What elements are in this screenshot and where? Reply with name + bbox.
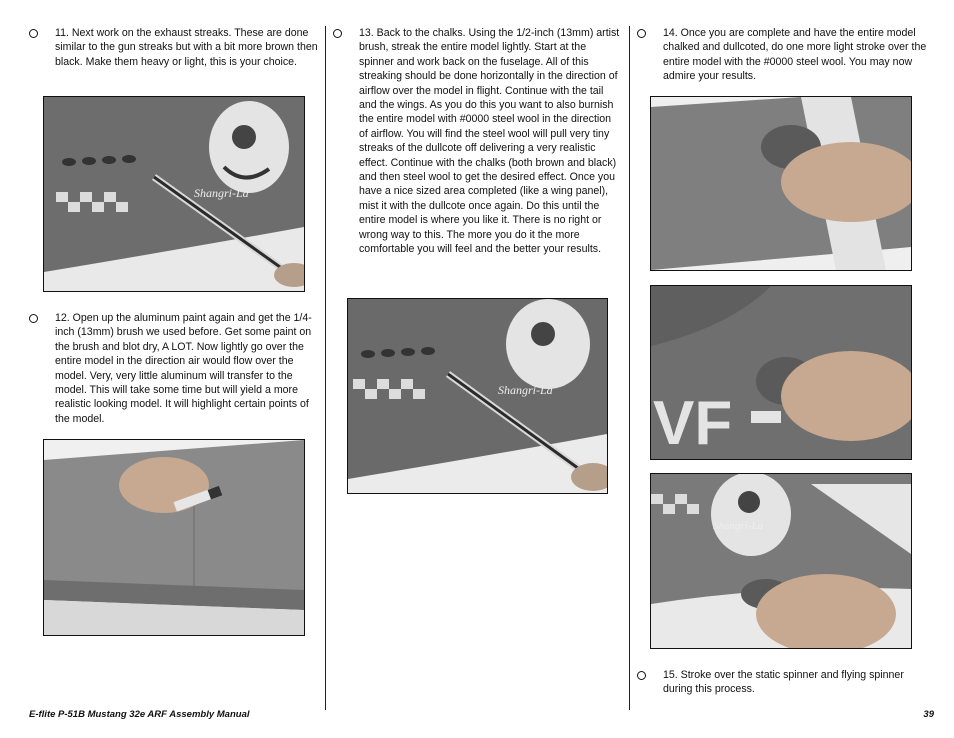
photo-exhaust-streaks <box>43 96 305 292</box>
bullet-icon <box>333 29 342 38</box>
step-14 <box>637 26 927 86</box>
step-12 <box>29 311 319 431</box>
footer-manual-title: E-flite P-51B Mustang 32e ARF Assembly Manual <box>29 709 250 720</box>
column-divider-left <box>325 26 326 710</box>
bullet-icon <box>29 314 38 323</box>
step-15-text: 15. Stroke over the static spinner and flying spinner during this process. <box>663 669 904 696</box>
photo-aluminum-dry-brush <box>43 439 305 636</box>
photo-steel-wool-fuselage <box>650 285 912 460</box>
step-12-text: 12. Open up the aluminum paint again and get the 1/4-inch (13mm) brush we used before. Get some paint on the brush and blot dry, A LOT. Now lightly go over the entire model in the direction air would flow over the model. Very, very little aluminum will transfer to the model. This will take some time but will yield a more realistic looking model. It will highlight certain points of the model. <box>55 312 312 425</box>
step-14-text: 14. Once you are complete and have the entire model chalked and dullcoted, do one more light stroke over the entire model with the #0000 steel wool. You may now admire your results. <box>663 27 927 83</box>
step-13-text: 13. Back to the chalks. Using the 1/2-inch (13mm) artist brush, streak the entire model lightly. Start at the spinner and work back on the fuselage. All of this streaking should be done horizontally in the direction of airflow over the model in flight. Continue with the tail and the wings. As you do this you want to also burnish the entire model with #0000 steel wool in the direction of airflow. You will find the steel wool will pull very tiny streaks of the dullcote off delivering a very realistic effect. Continue with the chalks (both brown and black) and then steel wool to get the desired effect. Once you have a nice sized area completed (like a wing panel), mist it with the dullcote once again. Do this until the entire model is where you like it. There is no right or wrong way to this. The more you do it the more comfortable you will feel and the better your results. <box>359 27 620 256</box>
step-11 <box>29 26 319 86</box>
nose-art-text: Shangri-La <box>194 186 249 200</box>
step-11-text: 11. Next work on the exhaust streaks. These are done similar to the gun streaks but with a bit more brown then black. Make them heavy or light, this is your choice. <box>55 27 318 68</box>
step-15 <box>637 668 927 698</box>
bullet-icon <box>637 671 646 680</box>
photo-steel-wool-wing <box>650 96 912 271</box>
bullet-icon <box>637 29 646 38</box>
step-13 <box>333 26 621 288</box>
svg-text:VF: VF <box>653 389 733 458</box>
photo-steel-wool-nose-art <box>650 473 912 649</box>
nose-art-text: Shangri-La <box>713 520 764 532</box>
footer-page-number: 39 <box>923 709 934 720</box>
nose-art-text: Shangri-La <box>498 383 553 397</box>
bullet-icon <box>29 29 38 38</box>
photo-chalk-streaking <box>347 298 608 494</box>
column-divider-right <box>629 26 630 710</box>
